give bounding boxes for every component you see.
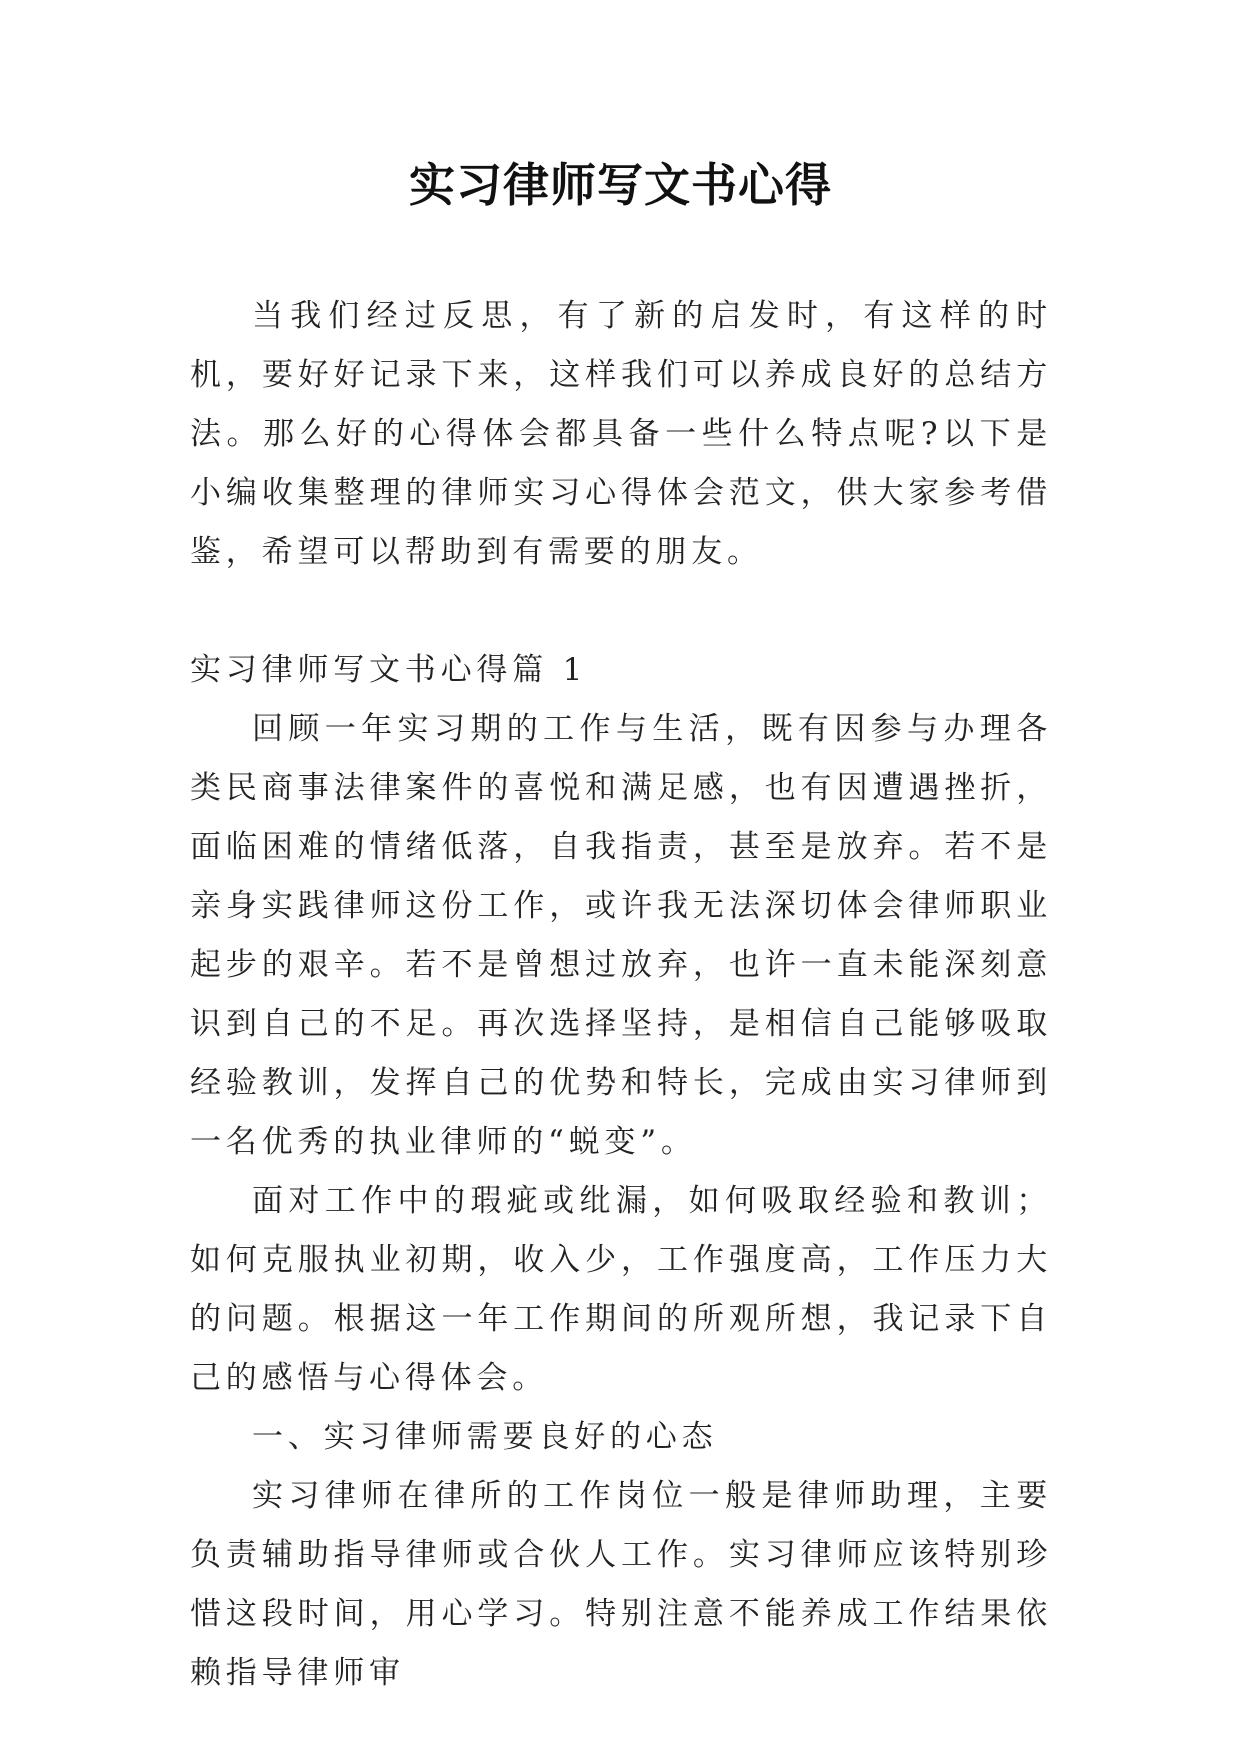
body-paragraph-3: 实习律师在律所的工作岗位一般是律师助理，主要负责辅助指导律师或合伙人工作。实习律师应该特别珍惜这段时间，用心学习。特别注意不能养成工作结果依赖指导律师审 — [190, 1478, 1052, 1691]
spacer — [190, 582, 1052, 641]
document-title: 实习律师写文书心得 — [409, 158, 832, 212]
subheading-1: 一、实习律师需要良好的心态 — [252, 1419, 718, 1455]
intro-paragraph: 当我们经过反思，有了新的启发时，有这样的时机，要好好记录下来，这样我们可以养成良好的总结方法。那么好的心得体会都具备一些什么特点呢?以下是小编收集整理的律师实习心得体会范文，供大家参考借鉴，希望可以帮助到有需要的朋友。 — [190, 298, 1052, 570]
document-body — [190, 287, 1052, 1703]
section-heading: 实习律师写文书心得篇 1 — [190, 652, 588, 688]
body-paragraph-2: 面对工作中的瑕疵或纰漏，如何吸取经验和教训；如何克服执业初期，收入少，工作强度高，工作压力大的问题。根据这一年工作期间的所观所想，我记录下自己的感悟与心得体会。 — [190, 1183, 1052, 1396]
body-paragraph-1: 回顾一年实习期的工作与生活，既有因参与办理各类民商事法律案件的喜悦和满足感，也有因遭遇挫折，面临困难的情绪低落，自我指责，甚至是放弃。若不是亲身实践律师这份工作，或许我无法深切体会律师职业起步的艰辛。若不是曾想过放弃，也许一直未能深刻意识到自己的不足。再次选择坚持，是相信自己能够吸取经验教训，发挥自己的优势和特长，完成由实习律师到一名优秀的执业律师的“蜕变”。 — [190, 711, 1052, 1160]
